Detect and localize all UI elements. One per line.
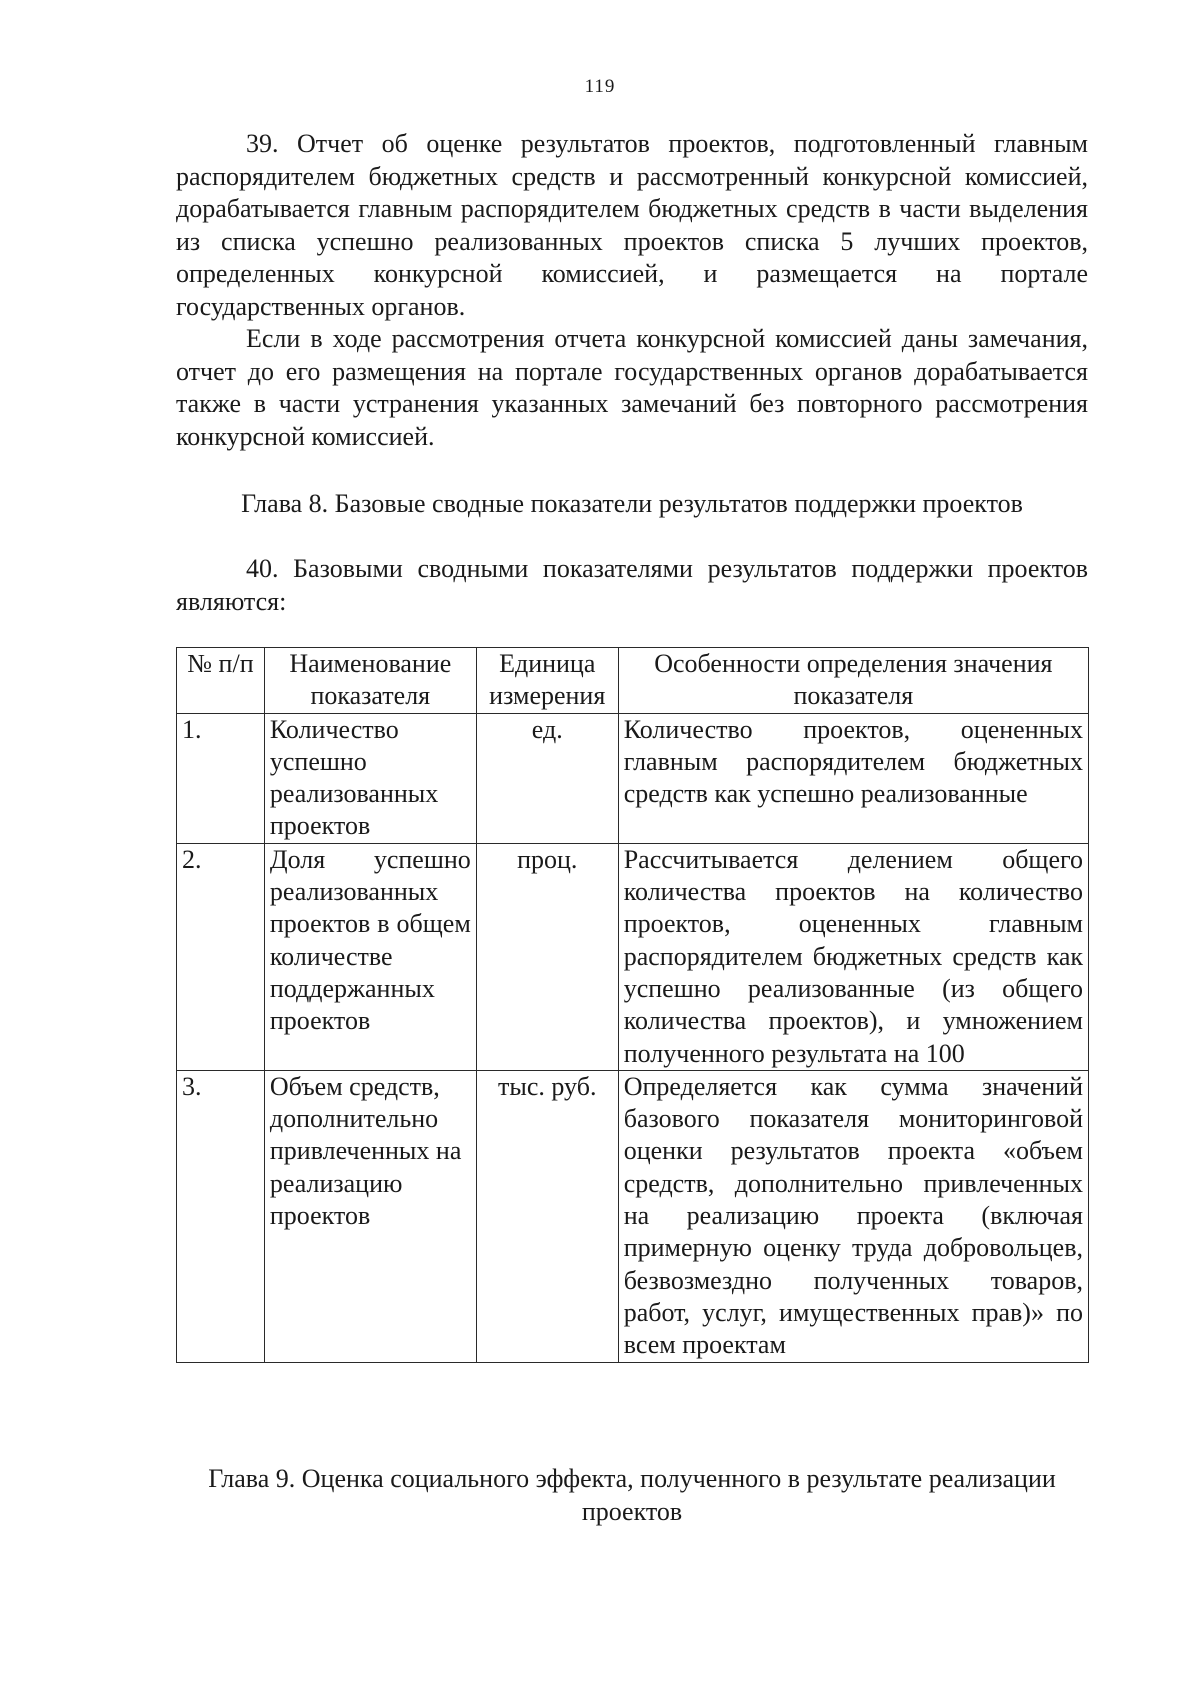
row-number: 1. <box>177 713 265 843</box>
chapter-8-title: Глава 8. Базовые сводные показатели результатов поддержки проектов <box>241 489 1023 518</box>
row-description: Количество проектов, оцененных главным распорядителем бюджетных средств как успешно реализованные <box>618 713 1088 843</box>
row-name: Доля успешно реализованных проектов в общем количестве поддержанных проектов <box>264 843 476 1070</box>
header-description: Особенности определения значения показателя <box>618 648 1088 714</box>
row-name: Количество успешно реализованных проектов <box>264 713 476 843</box>
row-number: 3. <box>177 1070 265 1362</box>
paragraph-39: 39. Отчет об оценке результатов проектов, подготовленный главным распорядителем бюджетных средств и рассмотренный конкурсной комиссией, дорабатывается главным распорядителем бюджетных средств в части выделения из списка успешно реализованных проектов списка 5 лучших проектов, определенных конкурсной комиссией, и размещается на портале государственных органов. <box>176 129 1088 321</box>
table-row <box>177 843 1089 1070</box>
paragraph-40: 40. Базовыми сводными показателями результатов поддержки проектов являются: <box>176 554 1088 616</box>
row-unit: ед. <box>476 713 618 843</box>
header-unit: Единица измерения <box>476 648 618 714</box>
row-name: Объем средств, дополнительно привлеченных на реализацию проектов <box>264 1070 476 1362</box>
row-description: Рассчитывается делением общего количества проектов на количество проектов, оцененных главным распорядителем бюджетных средств как успешно реализованные (из общего количества проектов), и умножением полученного результата на 100 <box>618 843 1088 1070</box>
table-row <box>177 713 1089 843</box>
header-name: Наименование показателя <box>264 648 476 714</box>
chapter-9-title: Глава 9. Оценка социального эффекта, полученного в результате реализации проектов <box>208 1464 1056 1526</box>
row-number: 2. <box>177 843 265 1070</box>
page-number: 119 <box>584 76 616 97</box>
row-unit: проц. <box>476 843 618 1070</box>
paragraph-39-continuation: Если в ходе рассмотрения отчета конкурсной комиссией даны замечания, отчет до его размещения на портале государственных органов дорабатывается также в части устранения указанных замечаний без повторного рассмотрения конкурсной комиссией. <box>176 324 1088 451</box>
row-description: Определяется как сумма значений базового показателя мониторинговой оценки результатов проекта «объем средств, дополнительно привлеченных на реализацию проекта (включая примерную оценку труда добровольцев, безвозмездно полученных товаров, работ, услуг, имущественных прав)» по всем проектам <box>618 1070 1088 1362</box>
indicators-table <box>176 647 1089 1363</box>
header-number: № п/п <box>177 648 265 714</box>
table-row <box>177 1070 1089 1362</box>
row-unit: тыс. руб. <box>476 1070 618 1362</box>
table-header-row <box>177 648 1089 714</box>
